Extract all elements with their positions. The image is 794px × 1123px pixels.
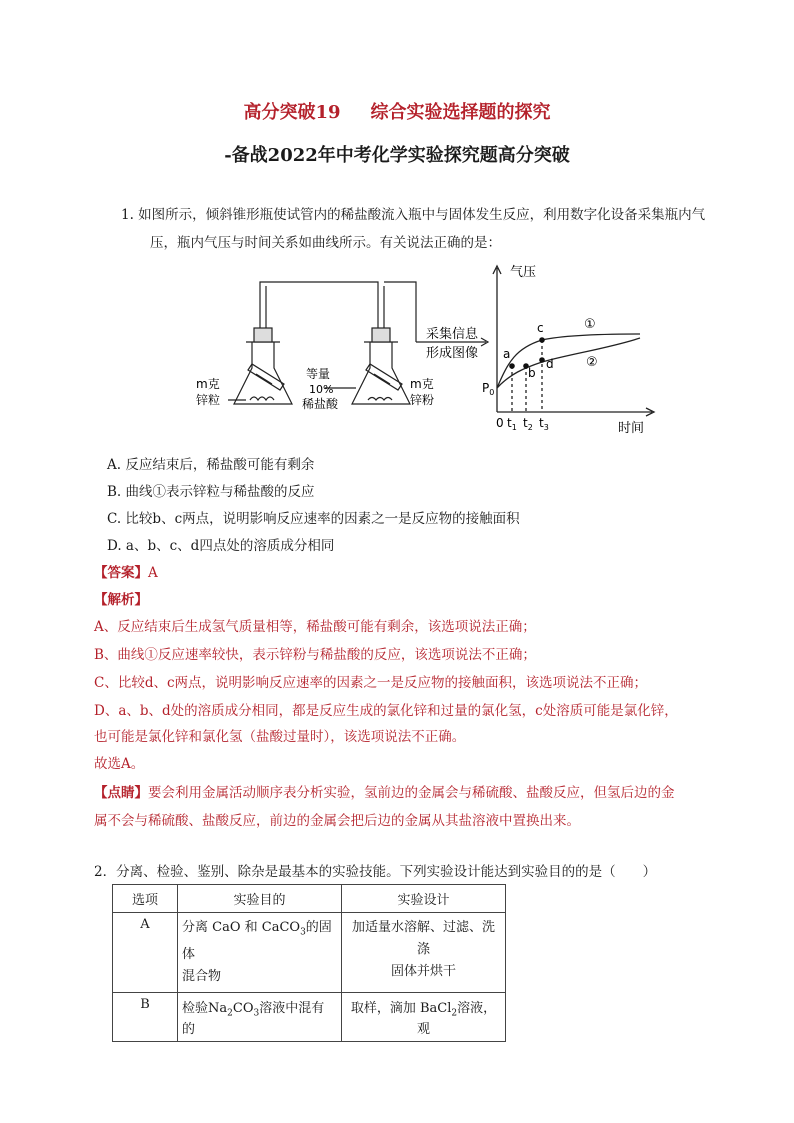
t2-label: $t_2$ xyxy=(523,416,533,432)
mid-label3: 稀盐酸 xyxy=(302,397,339,411)
q1-stem-line2: 压，瓶内气压与时间关系如曲线所示。有关说法正确的是： xyxy=(150,235,501,251)
t3-label: $t_3$ xyxy=(539,416,549,432)
table-cell-design: 取样，滴加 BaCl$_2$溶液，观 xyxy=(342,992,506,1042)
q1-analysis-a: A、反应结束后生成氢气质量相等，稀盐酸可能有剩余，该选项说法正确； xyxy=(94,619,536,635)
pressure-graph xyxy=(493,266,654,416)
answer-value: A xyxy=(148,565,158,581)
table-header: 实验目的 xyxy=(178,885,342,913)
q1-analysis-b: B、曲线①反应速率较快，表示锌粉与稀盐酸的反应，该选项说法不正确； xyxy=(94,647,536,663)
q1-comment-line1: 【点睛】要会利用金属活动顺序表分析实验，氢前边的金属会与稀硫酸、盐酸反应，但氢后边的金 xyxy=(94,785,675,801)
curve-2 xyxy=(497,338,640,388)
q2-stem: 2．分离、检验、鉴别、除杂是最基本的实验技能。下列实验设计能达到实验目的的是（ ） xyxy=(94,864,657,880)
origin-label: 0 xyxy=(496,416,504,430)
q1-analysis-d2: 也可能是氯化锌和氯化氢（盐酸过量时），该选项说法不正确。 xyxy=(94,729,466,745)
left-label1: m克 xyxy=(196,377,220,391)
y-axis-label: 气压 xyxy=(510,265,537,280)
p0-label: $P_0$ xyxy=(482,381,495,397)
q1-comment-line2: 属不会与稀硫酸、盐酸反应，前边的金属会把后边的金属从其盐溶液中置换出来。 xyxy=(94,813,580,829)
q1-conclusion: 故选A。 xyxy=(94,756,145,772)
right-stopper xyxy=(372,328,390,342)
q1-analysis-d1: D、a、b、d处的溶质成分相同，都是反应生成的氯化锌和过量的氯化氢，c处溶质可能是氯化锌， xyxy=(94,703,678,719)
point-c-label: c xyxy=(537,321,544,335)
table-header-row xyxy=(113,885,506,913)
table-cell-option: A xyxy=(113,913,178,993)
table-cell-purpose: 检验$Na_2CO_3$溶液中混有的 xyxy=(178,992,342,1042)
point-a-label: a xyxy=(503,347,511,361)
table-cell-purpose: 分离 CaO 和 CaCO$_3$的固体 混合物 xyxy=(178,913,342,993)
left-stopper xyxy=(254,328,272,342)
q1-option-d: D. a、b、c、d四点处的溶质成分相同 xyxy=(107,538,335,554)
q1-option-a: A. 反应结束后，稀盐酸可能有剩余 xyxy=(107,457,315,473)
right-flask xyxy=(352,342,410,404)
table-header: 选项 xyxy=(113,885,178,913)
point-d xyxy=(539,357,545,363)
curve-1-label: ① xyxy=(584,317,596,332)
q1-option-b: B. 曲线①表示锌粒与稀盐酸的反应 xyxy=(107,484,315,500)
title-part1: 高分突破19 xyxy=(243,102,341,123)
arrow-label1: 采集信息 xyxy=(426,327,479,342)
table-header: 实验设计 xyxy=(342,885,506,913)
mid-label2: 10% xyxy=(309,383,334,396)
arrow-label2: 形成图像 xyxy=(426,346,479,361)
q1-analysis-tag: 【解析】 xyxy=(94,592,148,608)
point-b-label: b xyxy=(528,366,536,380)
q1-analysis-c: C、比较d、c两点，说明影响反应速率的因素之一是反应物的接触面积，该选项说法不正确； xyxy=(94,675,648,691)
table-cell-option: B xyxy=(113,992,178,1042)
right-label1: m克 xyxy=(410,377,434,391)
page-subtitle: -备战2022年中考化学实验探究题高分突破 xyxy=(224,145,570,166)
point-d-label: d xyxy=(546,357,554,371)
curve-2-label: ② xyxy=(586,355,598,370)
x-axis-label: 时间 xyxy=(618,421,645,436)
title-part2: 综合实验选择题的探究 xyxy=(370,102,551,123)
curve-1 xyxy=(497,334,640,388)
page-title xyxy=(0,98,794,124)
table-row xyxy=(113,992,506,1042)
answer-tag: 【答案】 xyxy=(94,565,148,581)
table-cell-design: 加适量水溶解、过滤、洗涤 固体并烘干 xyxy=(342,913,506,993)
left-flask xyxy=(234,342,292,404)
mid-label1: 等量 xyxy=(306,367,331,381)
point-a xyxy=(509,363,515,369)
right-label2: 锌粉 xyxy=(410,393,435,407)
q1-answer xyxy=(94,561,158,581)
q1-figure xyxy=(190,262,670,440)
point-c xyxy=(539,337,545,343)
q1-option-c: C. 比较b、c两点，说明影响反应速率的因素之一是反应物的接触面积 xyxy=(107,511,520,527)
q1-stem-line1: 1. 如图所示，倾斜锥形瓶使试管内的稀盐酸流入瓶中与固体发生反应，利用数字化设备采集瓶内气 xyxy=(121,207,706,223)
t1-label: $t_1$ xyxy=(507,416,517,432)
comment-tag: 【点睛】 xyxy=(94,785,148,801)
q2-table xyxy=(112,884,506,1042)
table-row xyxy=(113,913,506,993)
left-label2: 锌粒 xyxy=(196,393,221,407)
